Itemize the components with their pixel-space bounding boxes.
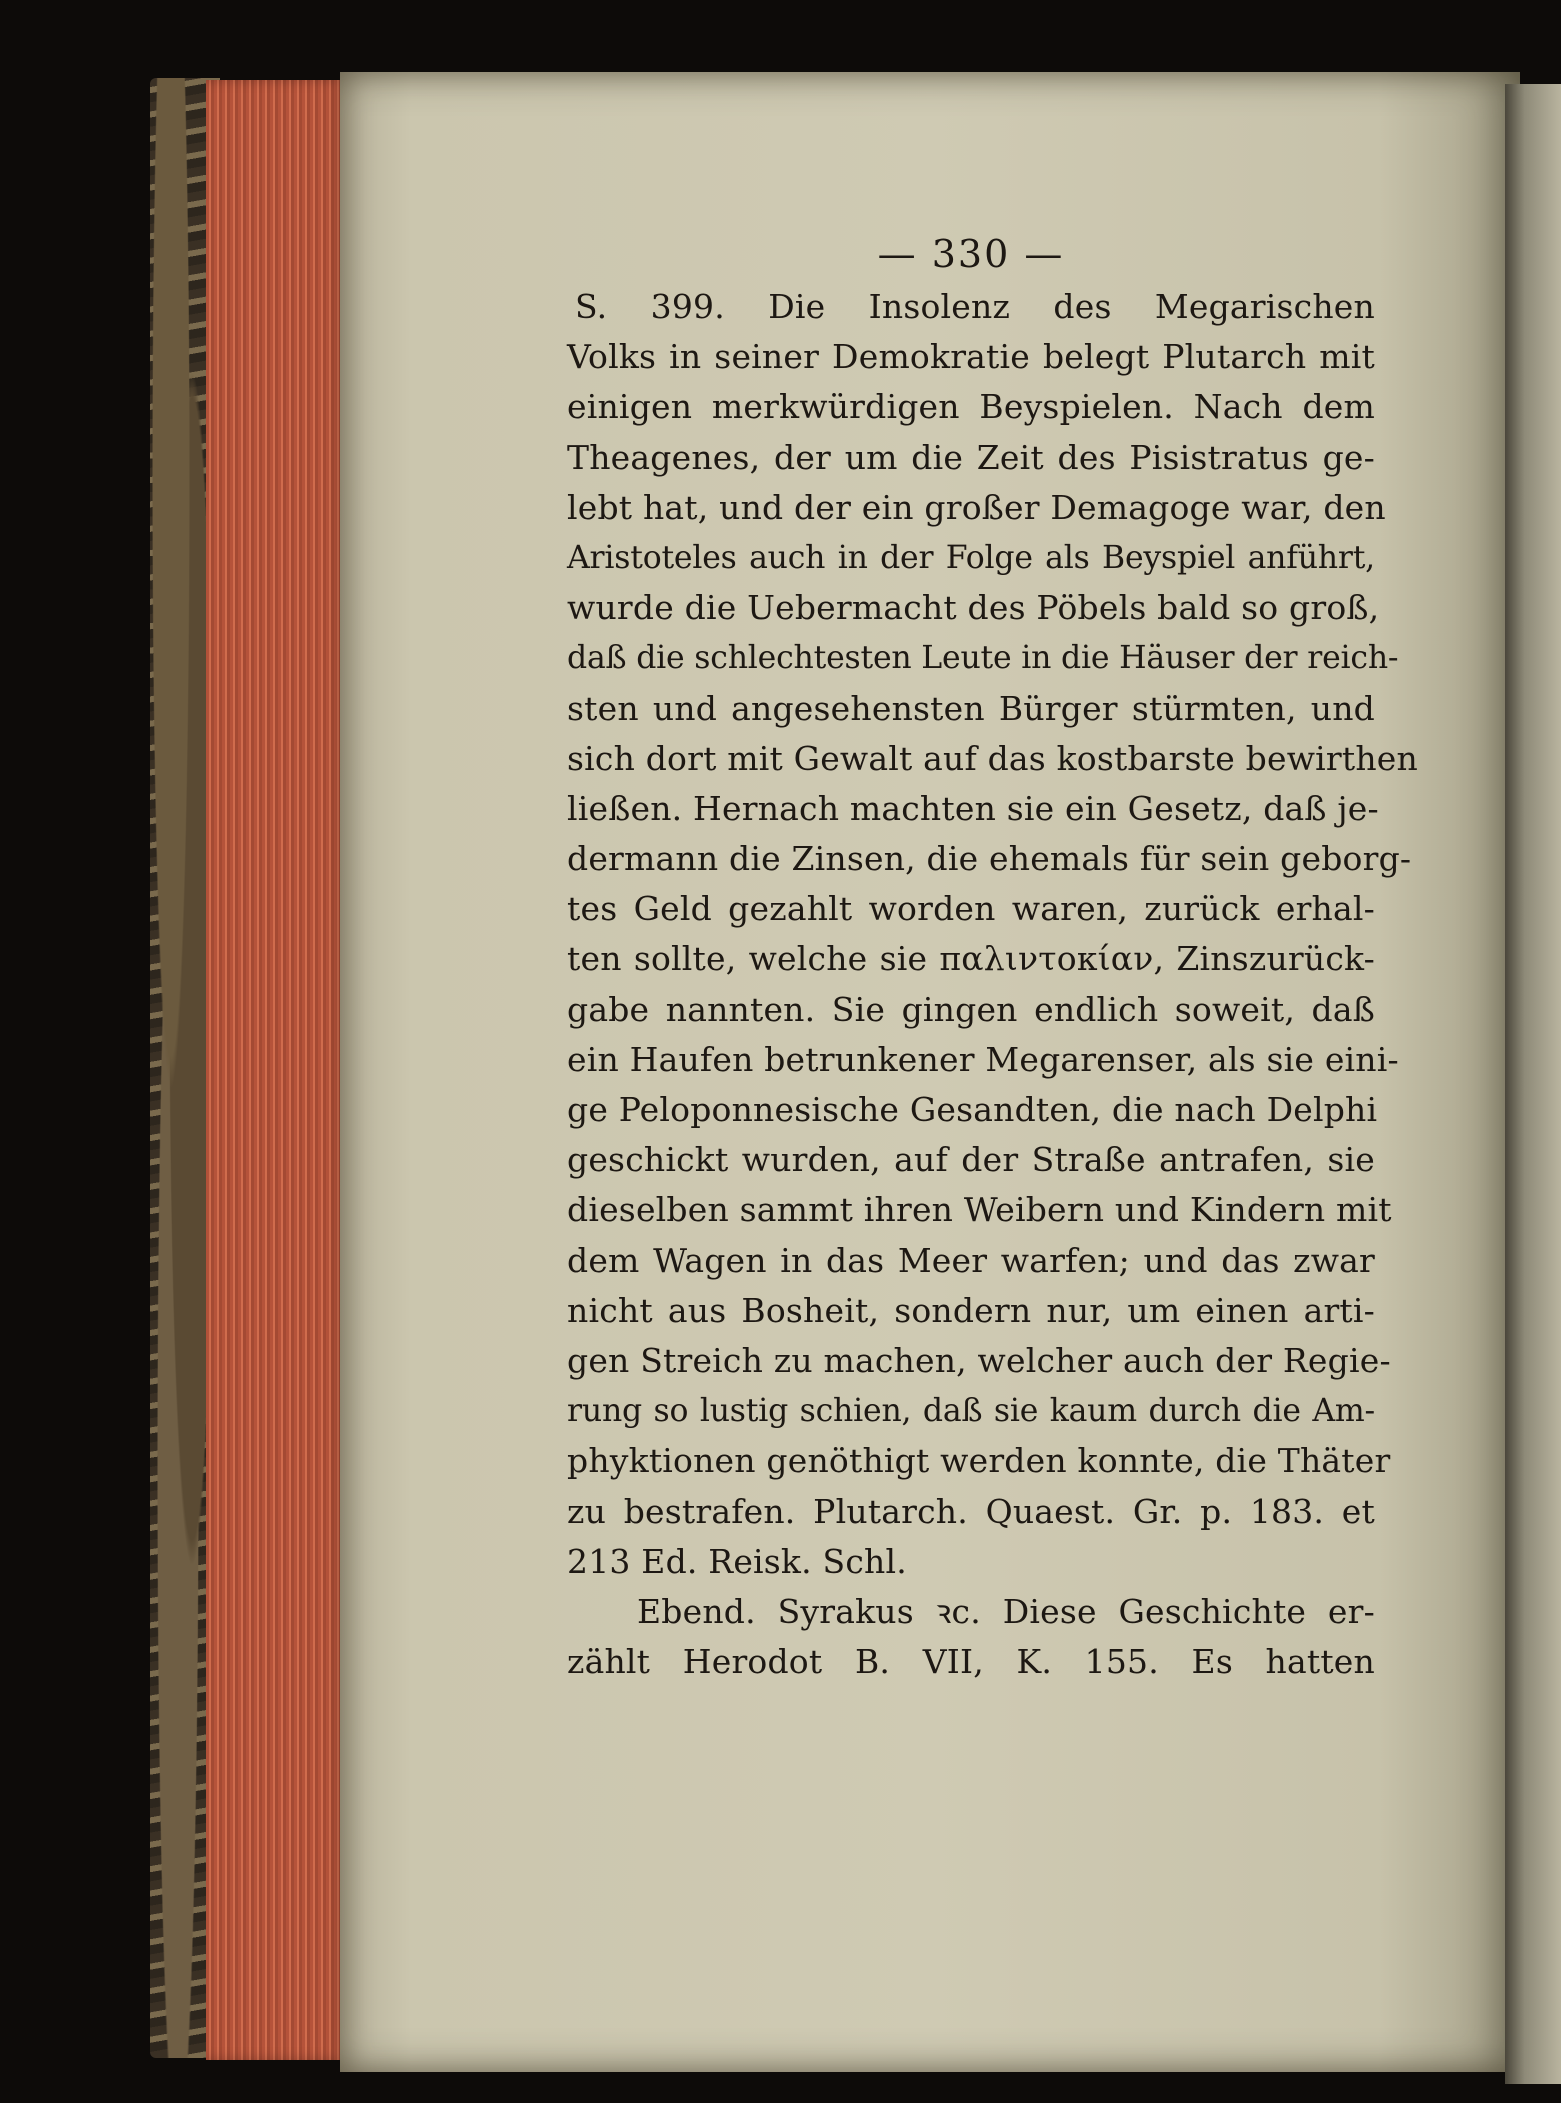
text-line: ten sollte, welche sie παλιντοκίαν, Zinszurück- — [567, 939, 1375, 979]
text-line: dermann die Zinsen, die ehemals für sein geborg- — [567, 839, 1412, 879]
red-page-edges — [206, 80, 346, 2060]
text-line: ein Haufen betrunkener Megarenser, als sie eini- — [567, 1039, 1399, 1079]
text-line: zählt Herodot B. VII, K. 155. Es hatten — [567, 1642, 1375, 1682]
text-line: 213 Ed. Reisk. Schl. — [567, 1541, 907, 1581]
text-line: rung so lustig schien, daß sie kaum durch die Am- — [567, 1393, 1375, 1430]
page-number-header: — 330 — — [877, 232, 1065, 276]
text-line: Theagenes, der um die Zeit des Pisistratus ge- — [567, 437, 1375, 477]
text-line: dieselben sammt ihren Weibern und Kindern mit — [567, 1190, 1392, 1230]
text-line: dem Wagen in das Meer warfen; und das zwar — [567, 1240, 1375, 1280]
text-line: nicht aus Bosheit, sondern nur, um einen arti- — [567, 1290, 1375, 1330]
text-line: Aristoteles auch in der Folge als Beyspiel anführt, — [567, 539, 1375, 576]
text-line: ließen. Hernach machten sie ein Gesetz, daß je- — [567, 788, 1379, 828]
text-line: gen Streich zu machen, welcher auch der Regie- — [567, 1340, 1391, 1380]
facing-page-edge — [1505, 84, 1561, 2084]
text-line: S. 399. Die Insolenz des Megarischen — [575, 287, 1375, 326]
text-line: geschickt wurden, auf der Straße antrafen, sie — [567, 1140, 1375, 1180]
text-line: Ebend. Syrakus ꝛc. Diese Geschichte er- — [637, 1591, 1375, 1631]
text-line: ge Peloponnesische Gesandten, die nach Delphi — [567, 1090, 1378, 1129]
text-line: sten und angesehensten Bürger stürmten, und — [567, 688, 1375, 728]
text-line: lebt hat, und der ein großer Demagoge war, den — [567, 487, 1386, 527]
text-line: Volks in seiner Demokratie belegt Plutarch mit — [567, 337, 1375, 377]
text-line: gabe nannten. Sie gingen endlich soweit, daß — [567, 989, 1375, 1029]
text-line: wurde die Uebermacht des Pöbels bald so groß, — [567, 588, 1380, 628]
text-line: daß die schlechtesten Leute in die Häuser der reich- — [567, 640, 1399, 677]
text-line: sich dort mit Gewalt auf das kostbarste bewirthen — [567, 738, 1418, 778]
text-line: phyktionen genöthigt werden konnte, die Thäter — [567, 1441, 1391, 1481]
text-line: tes Geld gezahlt worden waren, zurück erhal- — [567, 889, 1375, 929]
text-line: einigen merkwürdigen Beyspielen. Nach dem — [567, 387, 1375, 427]
text-line: zu bestrafen. Plutarch. Quaest. Gr. p. 183. et — [567, 1491, 1375, 1531]
page-text — [567, 226, 1418, 1687]
